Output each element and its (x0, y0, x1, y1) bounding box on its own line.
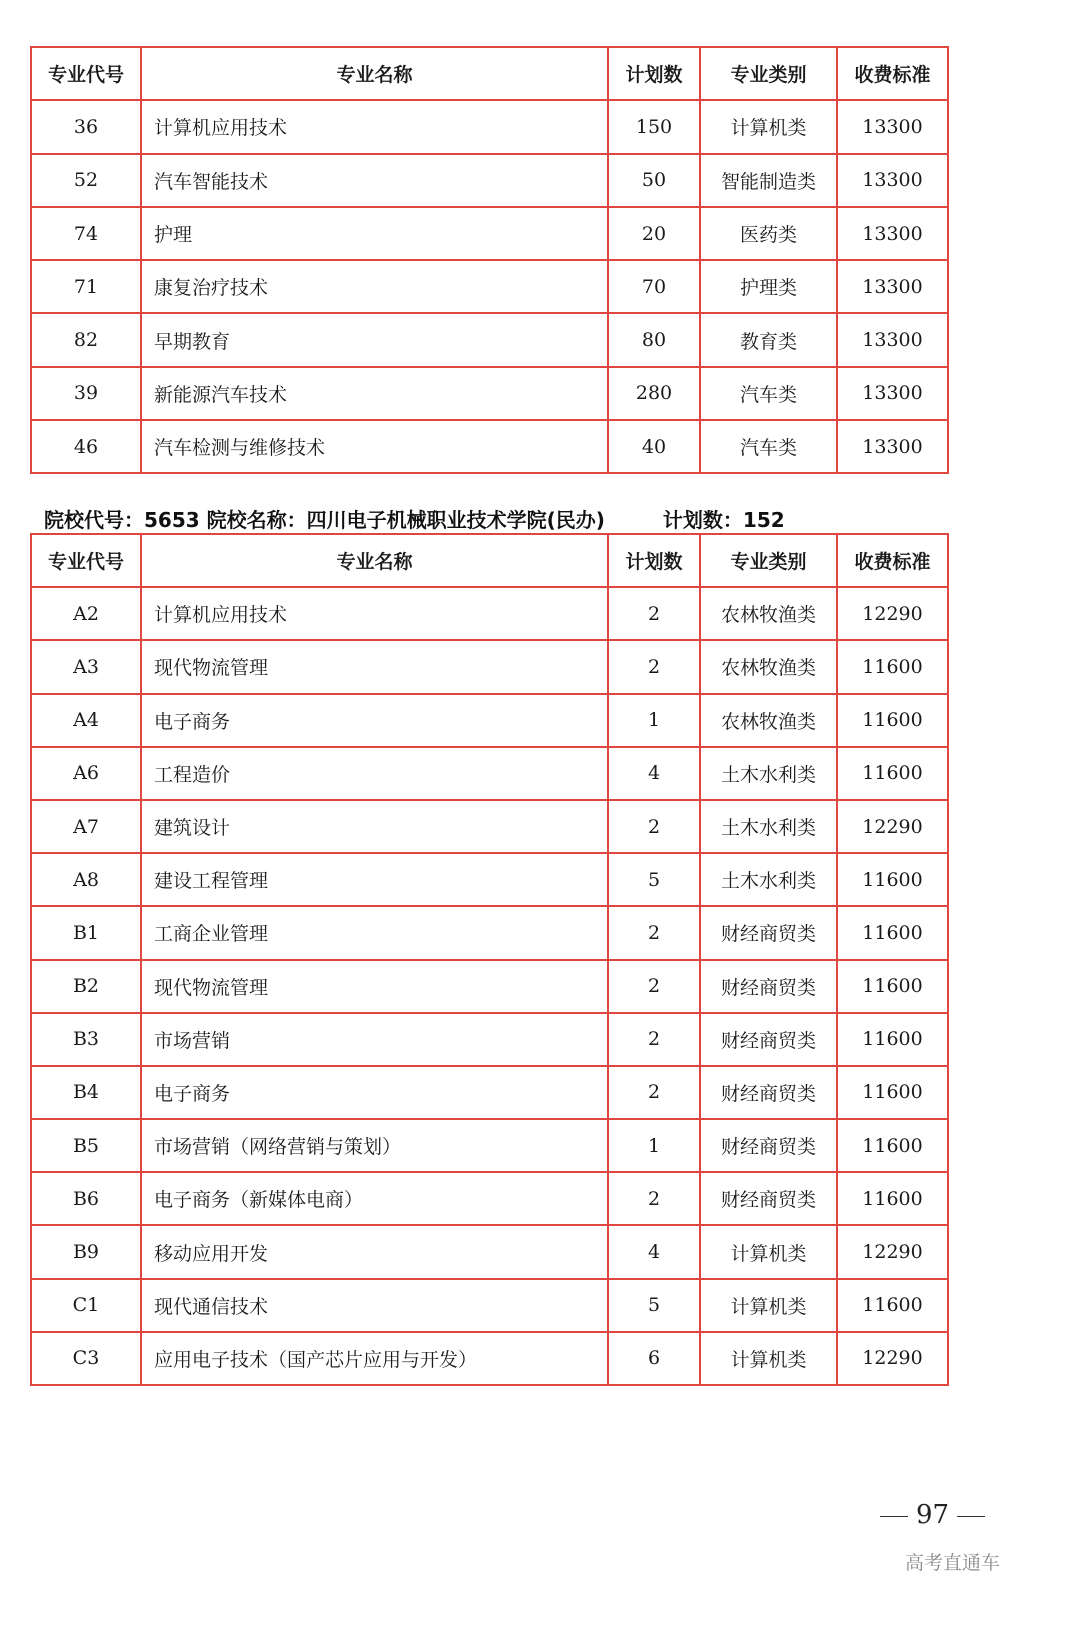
cell-code: B9 (31, 1225, 141, 1278)
school-name: 院校名称：四川电子机械职业技术学院(民办) (206, 508, 605, 532)
cell-category: 财经商贸类 (700, 1013, 837, 1066)
table-row (31, 313, 948, 366)
cell-category: 土木水利类 (700, 800, 837, 853)
major-table-1 (30, 46, 949, 474)
cell-category: 汽车类 (700, 367, 837, 420)
cell-plan: 20 (608, 207, 700, 260)
cell-name: 工商企业管理 (141, 906, 608, 959)
cell-fee: 11600 (837, 1013, 948, 1066)
table-row (31, 853, 948, 906)
cell-plan: 2 (608, 587, 700, 640)
cell-code: A3 (31, 640, 141, 693)
cell-plan: 2 (608, 640, 700, 693)
cell-name: 电子商务 (141, 694, 608, 747)
cell-code: B1 (31, 906, 141, 959)
cell-category: 农林牧渔类 (700, 640, 837, 693)
table-row (31, 1279, 948, 1332)
header-code: 专业代号 (31, 534, 141, 587)
header-fee: 收费标准 (837, 534, 948, 587)
school-info-line (44, 504, 944, 533)
table-row (31, 1066, 948, 1119)
cell-fee: 12290 (837, 1225, 948, 1278)
cell-plan: 2 (608, 906, 700, 959)
cell-fee: 13300 (837, 313, 948, 366)
cell-code: B5 (31, 1119, 141, 1172)
cell-plan: 4 (608, 747, 700, 800)
cell-name: 计算机应用技术 (141, 587, 608, 640)
table-header-row (31, 534, 948, 587)
header-fee: 收费标准 (837, 47, 948, 100)
table-row (31, 906, 948, 959)
cell-fee: 13300 (837, 260, 948, 313)
school-code: 院校代号：5653 (44, 508, 200, 532)
cell-fee: 13300 (837, 420, 948, 473)
cell-name: 汽车检测与维修技术 (141, 420, 608, 473)
cell-code: 36 (31, 100, 141, 153)
cell-category: 农林牧渔类 (700, 694, 837, 747)
table-row (31, 1172, 948, 1225)
table2-body (31, 587, 948, 1385)
cell-name: 电子商务（新媒体电商） (141, 1172, 608, 1225)
watermark: 高考直通车 (905, 1552, 1001, 1574)
cell-category: 计算机类 (700, 1279, 837, 1332)
cell-name: 建筑设计 (141, 800, 608, 853)
cell-code: B4 (31, 1066, 141, 1119)
cell-code: 82 (31, 313, 141, 366)
cell-fee: 11600 (837, 640, 948, 693)
cell-fee: 11600 (837, 906, 948, 959)
cell-fee: 11600 (837, 1279, 948, 1332)
table-row (31, 747, 948, 800)
cell-category: 财经商贸类 (700, 1066, 837, 1119)
header-plan: 计划数 (608, 534, 700, 587)
table-row (31, 367, 948, 420)
cell-fee: 13300 (837, 154, 948, 207)
cell-plan: 50 (608, 154, 700, 207)
cell-fee: 11600 (837, 1066, 948, 1119)
table-row (31, 640, 948, 693)
cell-category: 财经商贸类 (700, 906, 837, 959)
cell-code: C3 (31, 1332, 141, 1385)
cell-code: B6 (31, 1172, 141, 1225)
cell-plan: 2 (608, 800, 700, 853)
cell-plan: 1 (608, 694, 700, 747)
cell-fee: 11600 (837, 747, 948, 800)
cell-code: B3 (31, 1013, 141, 1066)
cell-fee: 11600 (837, 694, 948, 747)
table-row (31, 260, 948, 313)
cell-name: 早期教育 (141, 313, 608, 366)
cell-category: 护理类 (700, 260, 837, 313)
cell-category: 计算机类 (700, 1332, 837, 1385)
cell-name: 移动应用开发 (141, 1225, 608, 1278)
cell-plan: 2 (608, 1066, 700, 1119)
header-category: 专业类别 (700, 47, 837, 100)
table-row (31, 420, 948, 473)
page-number (880, 1500, 1000, 1530)
cell-plan: 5 (608, 853, 700, 906)
cell-plan: 280 (608, 367, 700, 420)
cell-name: 康复治疗技术 (141, 260, 608, 313)
cell-name: 计算机应用技术 (141, 100, 608, 153)
cell-plan: 2 (608, 1013, 700, 1066)
cell-fee: 12290 (837, 800, 948, 853)
cell-code: 74 (31, 207, 141, 260)
cell-plan: 4 (608, 1225, 700, 1278)
table-header-row (31, 47, 948, 100)
cell-plan: 5 (608, 1279, 700, 1332)
cell-plan: 80 (608, 313, 700, 366)
table-row (31, 1225, 948, 1278)
header-name: 专业名称 (141, 534, 608, 587)
table-row (31, 587, 948, 640)
header-plan: 计划数 (608, 47, 700, 100)
cell-name: 新能源汽车技术 (141, 367, 608, 420)
cell-fee: 12290 (837, 1332, 948, 1385)
cell-name: 市场营销 (141, 1013, 608, 1066)
cell-name: 电子商务 (141, 1066, 608, 1119)
cell-name: 工程造价 (141, 747, 608, 800)
cell-category: 智能制造类 (700, 154, 837, 207)
table-row (31, 1119, 948, 1172)
cell-code: A2 (31, 587, 141, 640)
cell-code: A6 (31, 747, 141, 800)
cell-code: 71 (31, 260, 141, 313)
cell-category: 土木水利类 (700, 853, 837, 906)
cell-name: 现代通信技术 (141, 1279, 608, 1332)
page-dash-left (880, 1516, 908, 1517)
cell-category: 计算机类 (700, 100, 837, 153)
cell-name: 现代物流管理 (141, 960, 608, 1013)
cell-category: 财经商贸类 (700, 960, 837, 1013)
header-name: 专业名称 (141, 47, 608, 100)
table-row (31, 1013, 948, 1066)
cell-name: 护理 (141, 207, 608, 260)
header-code: 专业代号 (31, 47, 141, 100)
cell-fee: 11600 (837, 1119, 948, 1172)
cell-fee: 11600 (837, 960, 948, 1013)
cell-code: A4 (31, 694, 141, 747)
cell-category: 财经商贸类 (700, 1172, 837, 1225)
cell-fee: 13300 (837, 367, 948, 420)
cell-fee: 11600 (837, 853, 948, 906)
major-table-2 (30, 533, 949, 1386)
header-category: 专业类别 (700, 534, 837, 587)
cell-category: 土木水利类 (700, 747, 837, 800)
school-plan-count: 计划数：152 (662, 508, 785, 532)
cell-name: 市场营销（网络营销与策划） (141, 1119, 608, 1172)
cell-category: 计算机类 (700, 1225, 837, 1278)
table-row (31, 960, 948, 1013)
cell-plan: 2 (608, 960, 700, 1013)
cell-code: A7 (31, 800, 141, 853)
cell-plan: 2 (608, 1172, 700, 1225)
cell-name: 应用电子技术（国产芯片应用与开发） (141, 1332, 608, 1385)
page-number-value: 97 (916, 1500, 950, 1530)
table-row (31, 207, 948, 260)
cell-code: B2 (31, 960, 141, 1013)
cell-code: C1 (31, 1279, 141, 1332)
table-row (31, 1332, 948, 1385)
table-row (31, 694, 948, 747)
cell-category: 教育类 (700, 313, 837, 366)
cell-category: 农林牧渔类 (700, 587, 837, 640)
cell-category: 财经商贸类 (700, 1119, 837, 1172)
table-row (31, 100, 948, 153)
cell-code: A8 (31, 853, 141, 906)
cell-fee: 13300 (837, 100, 948, 153)
cell-plan: 150 (608, 100, 700, 153)
cell-name: 建设工程管理 (141, 853, 608, 906)
cell-fee: 11600 (837, 1172, 948, 1225)
cell-code: 39 (31, 367, 141, 420)
table1-body (31, 100, 948, 473)
cell-name: 汽车智能技术 (141, 154, 608, 207)
cell-fee: 12290 (837, 587, 948, 640)
table-row (31, 800, 948, 853)
cell-plan: 6 (608, 1332, 700, 1385)
cell-fee: 13300 (837, 207, 948, 260)
cell-name: 现代物流管理 (141, 640, 608, 693)
cell-plan: 70 (608, 260, 700, 313)
page-dash-right (957, 1516, 985, 1517)
cell-plan: 1 (608, 1119, 700, 1172)
cell-plan: 40 (608, 420, 700, 473)
cell-code: 52 (31, 154, 141, 207)
table-row (31, 154, 948, 207)
cell-category: 汽车类 (700, 420, 837, 473)
cell-category: 医药类 (700, 207, 837, 260)
cell-code: 46 (31, 420, 141, 473)
